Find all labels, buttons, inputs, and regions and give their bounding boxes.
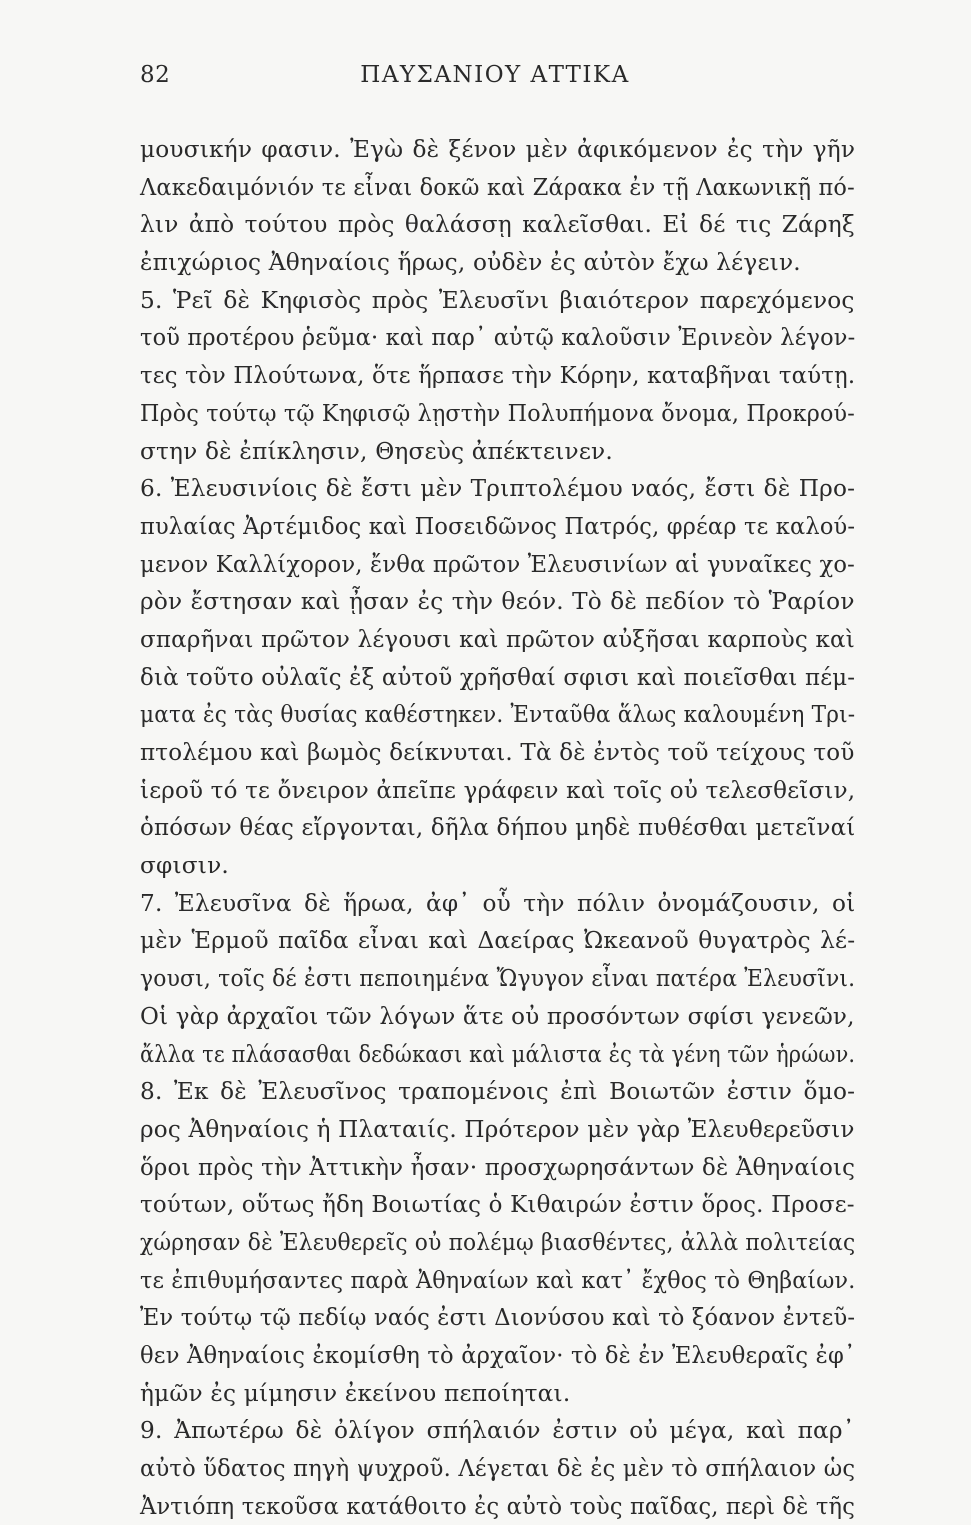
text-line: ρος Ἀθηναίοις ἡ Πλαταιίς. Πρότερον μὲν γὰρ Ἐλευθερεῦσιν	[140, 1115, 855, 1143]
text-line: 9. Ἀπωτέρω δὲ ὀλίγον σπήλαιόν ἐστιν οὐ μέγα, καὶ παρ᾽	[140, 1417, 855, 1445]
text-line: ἐπιχώριος Ἀθηναίοις ἥρως, οὐδὲν ἐς αὐτὸν ἔχω λέγειν.	[140, 249, 801, 277]
text-line: 7. Ἐλευσῖνα δὲ ἥρωα, ἀφ᾽ οὗ τὴν πόλιν ὀνομάζουσιν, οἱ	[140, 889, 856, 917]
text-line: μὲν Ἑρμοῦ παῖδα εἶναι καὶ Δαείρας Ὠκεανοῦ θυγατρὸς λέ-	[140, 927, 856, 955]
running-title: ΠΑΥΣΑΝΙΟΥ ΑΤΤΙΚΑ	[360, 62, 630, 88]
text-line: ἱεροῦ τό τε ὄνειρον ἀπεῖπε γράφειν καὶ τοῖς οὐ τελεσθεῖσιν,	[140, 776, 856, 804]
text-line: ὁπόσων θέας εἴργονται, δῆλα δήπου μηδὲ πυθέσθαι μετεῖναί	[140, 814, 856, 842]
text-line: ὅροι πρὸς τὴν Ἀττικὴν ἦσαν· προσχωρησάντων δὲ Ἀθηναίοις	[140, 1153, 856, 1181]
text-line: διὰ τοῦτο οὐλαῖς ἐξ αὐτοῦ χρῆσθαί σφισι καὶ ποιεῖσθαι πέμ-	[140, 663, 856, 691]
text-line: σπαρῆναι πρῶτον λέγουσι καὶ πρῶτον αὐξῆσαι καρποὺς καὶ	[140, 625, 855, 653]
text-line: 6. Ἐλευσινίοις δὲ ἔστι μὲν Τριπτολέμου ναός, ἔστι δὲ Προ-	[140, 475, 856, 503]
text-line: ρὸν ἔστησαν καὶ ᾖσαν ἐς τὴν θεόν. Τὸ δὲ πεδίον τὸ Ῥαρίον	[140, 588, 855, 616]
text-line: Ἀντιόπη τεκοῦσα κατάθοιτο ἐς αὐτὸ τοὺς παῖδας, περὶ δὲ τῆς	[140, 1492, 855, 1520]
text-line: τες τὸν Πλούτωνα, ὅτε ἥρπασε τὴν Κόρην, καταβῆναι ταύτῃ.	[140, 362, 856, 390]
page-header	[140, 62, 850, 102]
text-line: 5. Ῥεῖ δὲ Κηφισὸς πρὸς Ἐλευσῖνι βιαιότερον παρεχόμενος	[140, 286, 855, 314]
text-line: τούτων, οὕτως ἤδη Βοιωτίας ὁ Κιθαιρών ἐστιν ὅρος. Προσε-	[140, 1191, 855, 1219]
text-line: τοῦ προτέρου ῥεῦμα· καὶ παρ᾽ αὐτῷ καλοῦσιν Ἐρινεὸν λέγον-	[140, 324, 856, 352]
text-line: μουσικήν φασιν. Ἐγὼ δὲ ξένον μὲν ἀφικόμενον ἐς τὴν γῆν	[140, 136, 856, 163]
text-line: 8. Ἐκ δὲ Ἐλευσῖνος τραπομένοις ἐπὶ Βοιωτῶν ἐστιν ὅμο-	[140, 1078, 856, 1106]
text-line: γουσι, τοῖς δέ ἐστι πεποιημένα Ὤγυγον εἶναι πατέρα Ἐλευσῖνι.	[140, 965, 856, 993]
body-text	[140, 131, 855, 1525]
text-line: ματα ἐς τὰς θυσίας καθέστηκεν. Ἐνταῦθα ἅλως καλουμένη Τρι-	[140, 701, 856, 729]
text-line: πτολέμου καὶ βωμὸς δείκνυται. Τὰ δὲ ἐντὸς τοῦ τείχους τοῦ	[140, 739, 855, 766]
text-line: Λακεδαιμόνιόν τε εἶναι δοκῶ καὶ Ζάρακα ἐν τῇ Λακωνικῇ πό-	[140, 173, 855, 201]
page-number: 82	[140, 62, 171, 88]
text-line: χώρησαν δὲ Ἐλευθερεῖς οὐ πολέμῳ βιασθέντες, ἀλλὰ πολιτείας	[140, 1228, 856, 1256]
text-line: μενον Καλλίχορον, ἔνθα πρῶτον Ἐλευσινίων αἱ γυναῖκες χο-	[140, 550, 855, 578]
text-line: ἡμῶν ἐς μίμησιν ἐκείνου πεποίηται.	[140, 1379, 571, 1407]
text-line: σφισιν.	[140, 852, 229, 880]
text-line: θεν Ἀθηναίοις ἐκομίσθη τὸ ἀρχαῖον· τὸ δὲ ἐν Ἐλευθεραῖς ἐφ᾽	[140, 1342, 856, 1369]
text-line: πυλαίας Ἀρτέμιδος καὶ Ποσειδῶνος Πατρός, φρέαρ τε καλού-	[140, 512, 856, 540]
text-line: Πρὸς τούτῳ τῷ Κηφισῷ λῃστὴν Πολυπήμονα ὄνομα, Προκρού-	[140, 399, 855, 427]
text-line: ἄλλα τε πλάσασθαι δεδώκασι καὶ μάλιστα ἐς τὰ γένη τῶν ἡρώων.	[140, 1040, 856, 1068]
text-line: τε ἐπιθυμήσαντες παρὰ Ἀθηναίων καὶ κατ᾽ ἔχθος τὸ Θηβαίων.	[140, 1266, 856, 1294]
text-line: λιν ἀπὸ τούτου πρὸς θαλάσσῃ καλεῖσθαι. Εἰ δέ τις Ζάρηξ	[140, 211, 855, 239]
text-line: αὐτὸ ὕδατος πηγὴ ψυχροῦ. Λέγεται δὲ ἐς μὲν τὸ σπήλαιον ὡς	[140, 1455, 856, 1483]
text-line: Ἐν τούτῳ τῷ πεδίῳ ναός ἐστι Διονύσου καὶ τὸ ξόανον ἐντεῦ-	[140, 1304, 856, 1332]
text-line: Οἱ γὰρ ἀρχαῖοι τῶν λόγων ἅτε οὐ προσόντων σφίσι γενεῶν,	[140, 1002, 855, 1030]
text-line: στην δὲ ἐπίκλησιν, Θησεὺς ἀπέκτεινεν.	[140, 437, 613, 465]
